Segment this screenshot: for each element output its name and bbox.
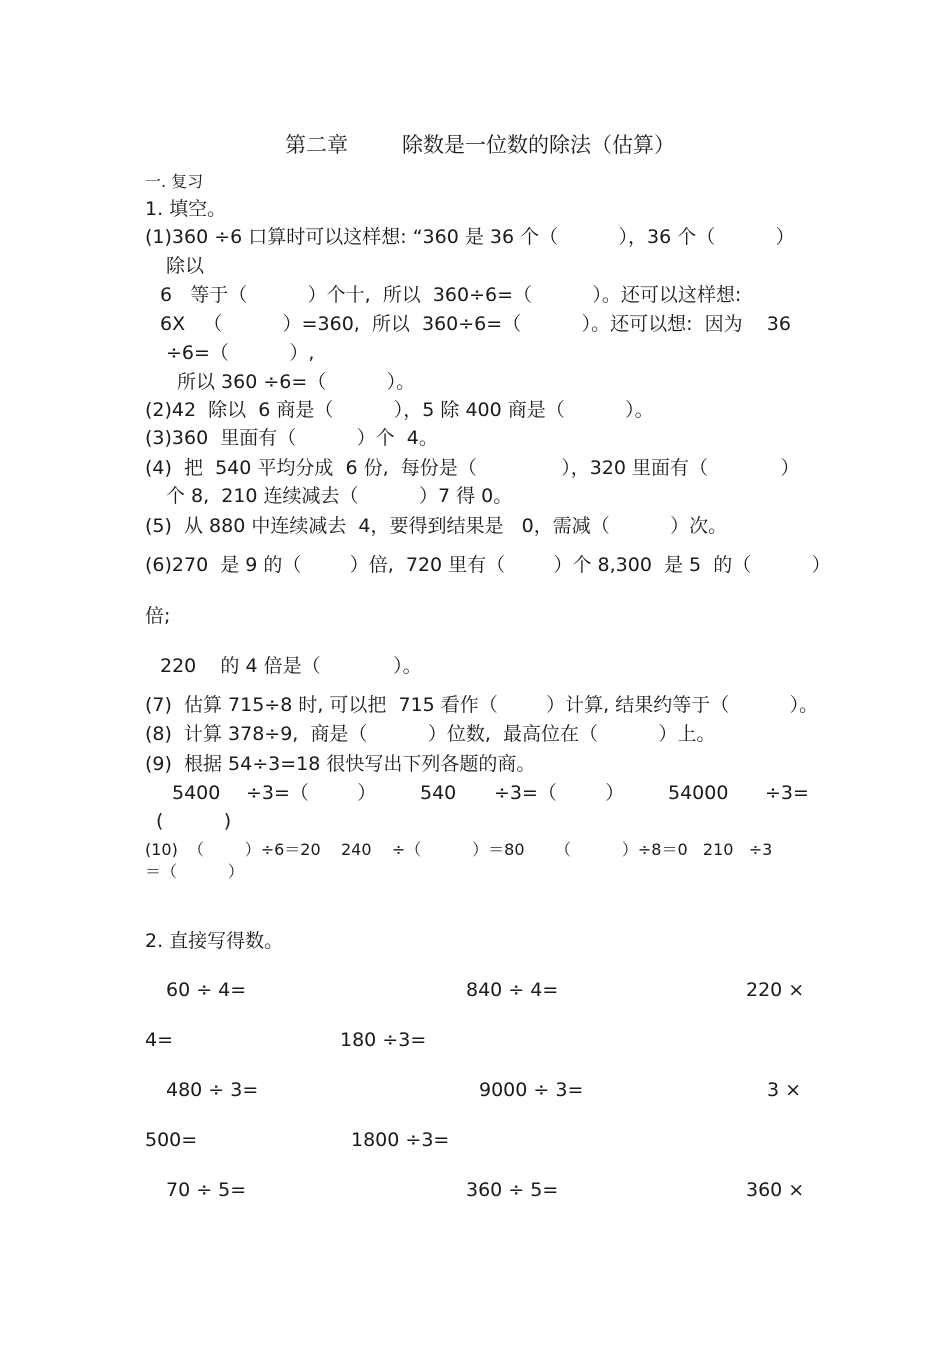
question-1-label: 1. 填空。 <box>145 198 227 220</box>
q1-line: ÷6=（ ）, <box>166 342 315 364</box>
q9-line: ( ) <box>156 810 232 832</box>
q3-line: (3)360 里面有（ ）个 4。 <box>145 427 438 449</box>
q10-line: (10) （ ）÷6＝20 240 ÷（ ）＝80 （ ）÷8＝0 210 ÷3 <box>145 840 773 859</box>
q10-line: ＝（ ） <box>145 862 244 881</box>
q9-item: 54000 <box>668 782 729 804</box>
q9-item: ÷3= <box>765 782 809 804</box>
calc-item: 220 × <box>746 979 805 1001</box>
q4-line: 个 8, 210 连续减去（ ）7 得 0。 <box>166 485 513 507</box>
q6-line: (6)270 是 9 的（ ）倍, 720 里有（ ）个 8,300 是 5 的（ ） <box>145 554 831 576</box>
calc-item: 500= <box>145 1129 198 1151</box>
q6-line: 倍; <box>145 605 171 627</box>
q1-line: 6 等于（ ）个十, 所以 360÷6=（ ）。还可以这样想: <box>160 284 742 306</box>
chapter-label: 第二章 <box>285 133 348 157</box>
section-heading-review: 一. 复习 <box>145 172 204 191</box>
q7-line: (7) 估算 715÷8 时, 可以把 715 看作（ ）计算, 结果约等于（ ）。 <box>145 694 819 716</box>
calc-item: 60 ÷ 4= <box>166 979 247 1001</box>
q9-item: ÷3=（ ） <box>494 782 625 804</box>
calc-item: 1800 ÷3= <box>351 1129 450 1151</box>
q9-line: (9) 根据 54÷3=18 很快写出下列各题的商。 <box>145 753 536 775</box>
calc-item: 3 × <box>767 1079 802 1101</box>
calc-item: 360 × <box>746 1179 805 1201</box>
calc-item: 9000 ÷ 3= <box>479 1079 584 1101</box>
q8-line: (8) 计算 378÷9, 商是（ ）位数, 最高位在（ ）上。 <box>145 723 716 745</box>
q6-line: 220 的 4 倍是（ ）。 <box>160 655 422 677</box>
calc-item: 480 ÷ 3= <box>166 1079 259 1101</box>
q1-line: 6X （ ）=360, 所以 360÷6=（ ）。还可以想: 因为 36 <box>160 313 791 335</box>
q1-line: 除以 <box>166 255 205 277</box>
q9-item: 540 <box>420 782 457 804</box>
calc-item: 840 ÷ 4= <box>466 979 559 1001</box>
q9-item: 5400 <box>172 782 221 804</box>
page-title: 除数是一位数的除法（估算） <box>402 133 675 157</box>
calc-item: 70 ÷ 5= <box>166 1179 247 1201</box>
q4-line: (4) 把 540 平均分成 6 份, 每份是（ ），320 里面有（ ） <box>145 457 800 479</box>
q2-line: (2)42 除以 6 商是（ ），5 除 400 商是（ ）。 <box>145 399 654 421</box>
calc-item: 4= <box>145 1029 174 1051</box>
q1-line: 所以 360 ÷6=（ ）。 <box>177 371 416 393</box>
q9-item: ÷3=（ ） <box>246 782 377 804</box>
q1-line: (1)360 ÷6 口算时可以这样想: “360 是 36 个（ ），36 个（ ） <box>145 226 795 248</box>
calc-item: 360 ÷ 5= <box>466 1179 559 1201</box>
calc-item: 180 ÷3= <box>340 1029 427 1051</box>
q5-line: (5) 从 880 中连续减去 4，要得到结果是 0，需减（ ）次。 <box>145 515 728 537</box>
section-heading-calculation: 2. 直接写得数。 <box>145 930 284 952</box>
